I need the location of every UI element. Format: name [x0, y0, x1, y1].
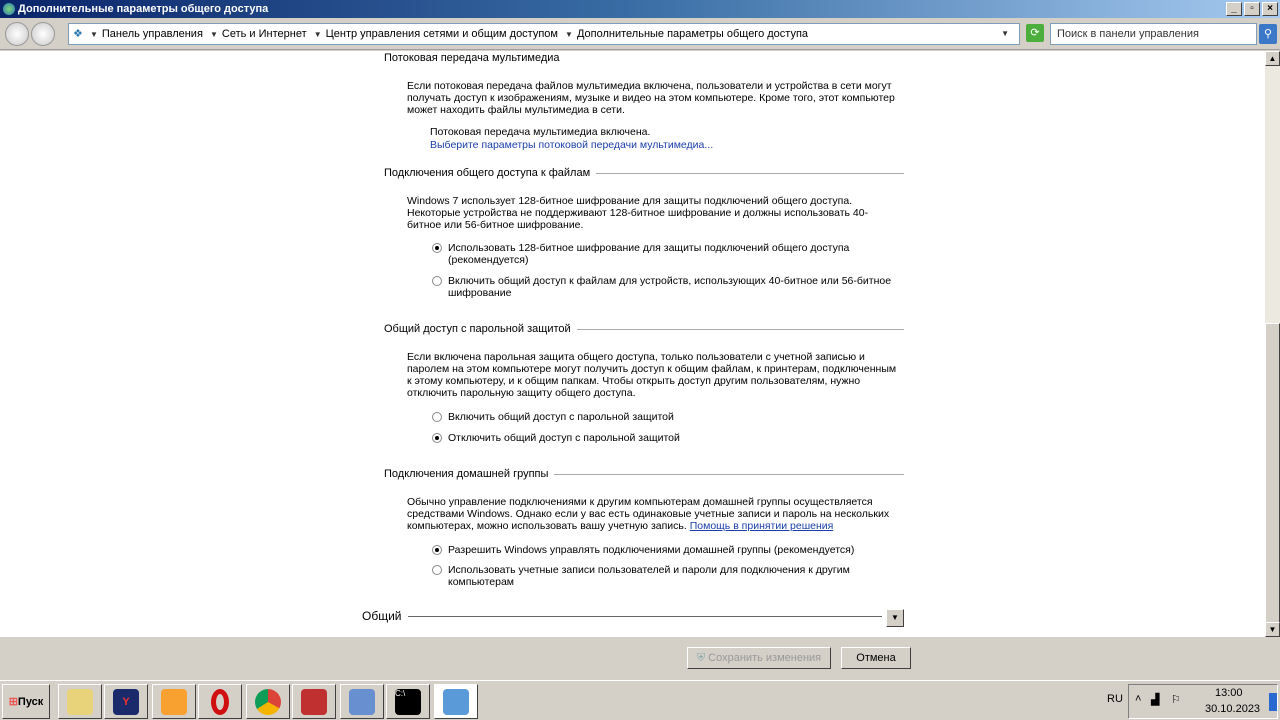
- breadcrumb-item[interactable]: Сеть и Интернет: [221, 28, 307, 40]
- chevron-icon[interactable]: ▼: [209, 30, 218, 39]
- minimize-button[interactable]: _: [1226, 2, 1242, 16]
- language-indicator[interactable]: RU: [1107, 693, 1123, 705]
- address-bar: [0, 18, 1280, 50]
- homegroup-description: Обычно управление подключениями к другим компьютерам домашней группы осуществляется средствами Windows. Однако если у вас есть одинаковые учетные записи и пароль на нескольких компьютерах, можно использовать вашу учетную запись. Помощь в принятии решения: [407, 496, 890, 532]
- network-icon: [3, 3, 15, 15]
- window-title: Дополнительные параметры общего доступа: [18, 3, 269, 15]
- breadcrumb-item[interactable]: Дополнительные параметры общего доступа: [576, 28, 809, 40]
- files-description: Windows 7 использует 128-битное шифрование для защиты подключений общего доступа. Некоторые устройства не поддерживают 128-битное шифрование и должны использовать 40-битное или 56-битное шифрование.: [407, 195, 869, 231]
- password-description: Если включена парольная защита общего доступа, только пользователи с учетной записью и паролем на этом компьютере могут получить доступ к общим файлам, к принтерам, подключенным к этому компьютеру, и к общим папкам. Чтобы открыть доступ другим пользователям, нужно отключить парольную защиту общего доступа.: [407, 351, 897, 399]
- radio-button[interactable]: [432, 433, 442, 443]
- toolbox-taskbar-button[interactable]: [292, 684, 336, 719]
- section-files-header: Подключения общего доступа к файлам: [384, 167, 904, 179]
- media-status: Потоковая передача мультимедиа включена.: [430, 126, 651, 138]
- show-hidden-icons-icon[interactable]: ˄: [1135, 693, 1142, 705]
- cmd-taskbar-button[interactable]: C:\: [386, 684, 430, 719]
- refresh-icon[interactable]: ⟳: [1026, 24, 1044, 42]
- clock-time[interactable]: 13:00: [1215, 687, 1243, 699]
- content-area: [0, 51, 1265, 637]
- save-button[interactable]: ⛨ Сохранить изменения: [687, 647, 831, 669]
- media-options-link[interactable]: Выберите параметры потоковой передачи мультимедиа...: [430, 139, 714, 151]
- radio-40-56bit[interactable]: Включить общий доступ к файлам для устройств, использующих 40-битное или 56-битное шифрование: [432, 275, 902, 299]
- radio-button[interactable]: [432, 545, 442, 555]
- search-input[interactable]: Поиск в панели управления: [1050, 23, 1257, 45]
- cancel-button[interactable]: Отмена: [841, 647, 911, 669]
- chevron-icon[interactable]: ▼: [313, 30, 322, 39]
- back-button[interactable]: [5, 22, 29, 46]
- action-center-flag-icon[interactable]: ⚐: [1171, 694, 1181, 706]
- chrome-taskbar-button[interactable]: [246, 684, 290, 719]
- taskbar: [0, 680, 1280, 720]
- history-dropdown-icon[interactable]: ▼: [1001, 29, 1009, 38]
- explorer-taskbar-button[interactable]: [58, 684, 102, 719]
- radio-password-on[interactable]: Включить общий доступ с парольной защитой: [432, 411, 902, 423]
- section-homegroup-header: Подключения домашней группы: [384, 468, 904, 480]
- system-tray: [1128, 684, 1278, 719]
- breadcrumb[interactable]: [68, 23, 1020, 45]
- scroll-up-icon[interactable]: ▲: [1265, 51, 1280, 66]
- yandex-mail-taskbar-button[interactable]: [152, 684, 196, 719]
- radio-windows-manage[interactable]: Разрешить Windows управлять подключениями домашней группы (рекомендуется): [432, 544, 902, 556]
- vertical-scrollbar[interactable]: [1265, 51, 1280, 637]
- control-panel-taskbar-button[interactable]: [434, 684, 478, 719]
- breadcrumb-item[interactable]: Панель управления: [101, 28, 203, 40]
- opera-taskbar-button[interactable]: [198, 684, 242, 719]
- chevron-icon[interactable]: ▼: [89, 30, 98, 39]
- radio-button[interactable]: [432, 412, 442, 422]
- shield-icon: ⛨: [696, 652, 709, 664]
- section-general-header[interactable]: Общий: [362, 609, 882, 623]
- chevron-icon[interactable]: ▼: [565, 30, 573, 39]
- close-button[interactable]: ×: [1262, 2, 1278, 16]
- title-bar: [0, 0, 1280, 18]
- help-decide-link[interactable]: Помощь в принятии решения: [689, 520, 834, 532]
- start-button[interactable]: ⊞ Пуск: [2, 684, 50, 719]
- radio-128bit[interactable]: Использовать 128-битное шифрование для защиты подключений общего доступа (рекомендуется): [432, 242, 902, 266]
- section-media-header: Потоковая передача мультимедиа: [384, 52, 560, 64]
- show-desktop-button[interactable]: [1269, 693, 1277, 711]
- radio-button[interactable]: [432, 276, 442, 286]
- radio-user-accounts[interactable]: Использовать учетные записи пользователей и пароли для подключения к другим компьютерам: [432, 564, 902, 588]
- radio-password-off[interactable]: Отключить общий доступ с парольной защитой: [432, 432, 902, 444]
- media-description: Если потоковая передача файлов мультимедиа включена, пользователи и устройства в сети могут получать доступ к изображениям, музыке и видео на этом компьютере. Кроме того, этот компьютер может находить файлы мультимедиа в сети.: [407, 80, 895, 116]
- radio-button[interactable]: [432, 565, 442, 575]
- restore-button[interactable]: ▫: [1244, 2, 1260, 16]
- windows-logo-icon: ⊞: [8, 696, 18, 708]
- button-bar: [0, 637, 1280, 680]
- scroll-down-icon[interactable]: ▼: [1265, 622, 1280, 637]
- forward-button[interactable]: [31, 22, 55, 46]
- search-icon[interactable]: ⚲: [1259, 24, 1277, 44]
- scroll-thumb[interactable]: [1265, 323, 1280, 623]
- control-panel-icon: ❖: [73, 28, 83, 40]
- clock-date[interactable]: 30.10.2023: [1205, 703, 1261, 715]
- breadcrumb-item[interactable]: Центр управления сетями и общим доступом: [325, 28, 558, 40]
- section-password-header: Общий доступ с парольной защитой: [384, 323, 904, 335]
- network-signal-icon[interactable]: ▟: [1151, 694, 1160, 706]
- radio-button[interactable]: [432, 243, 442, 253]
- yandex-browser-taskbar-button[interactable]: Y: [104, 684, 148, 719]
- expand-chevron-icon[interactable]: ▼: [886, 609, 904, 627]
- window-taskbar-button[interactable]: [340, 684, 384, 719]
